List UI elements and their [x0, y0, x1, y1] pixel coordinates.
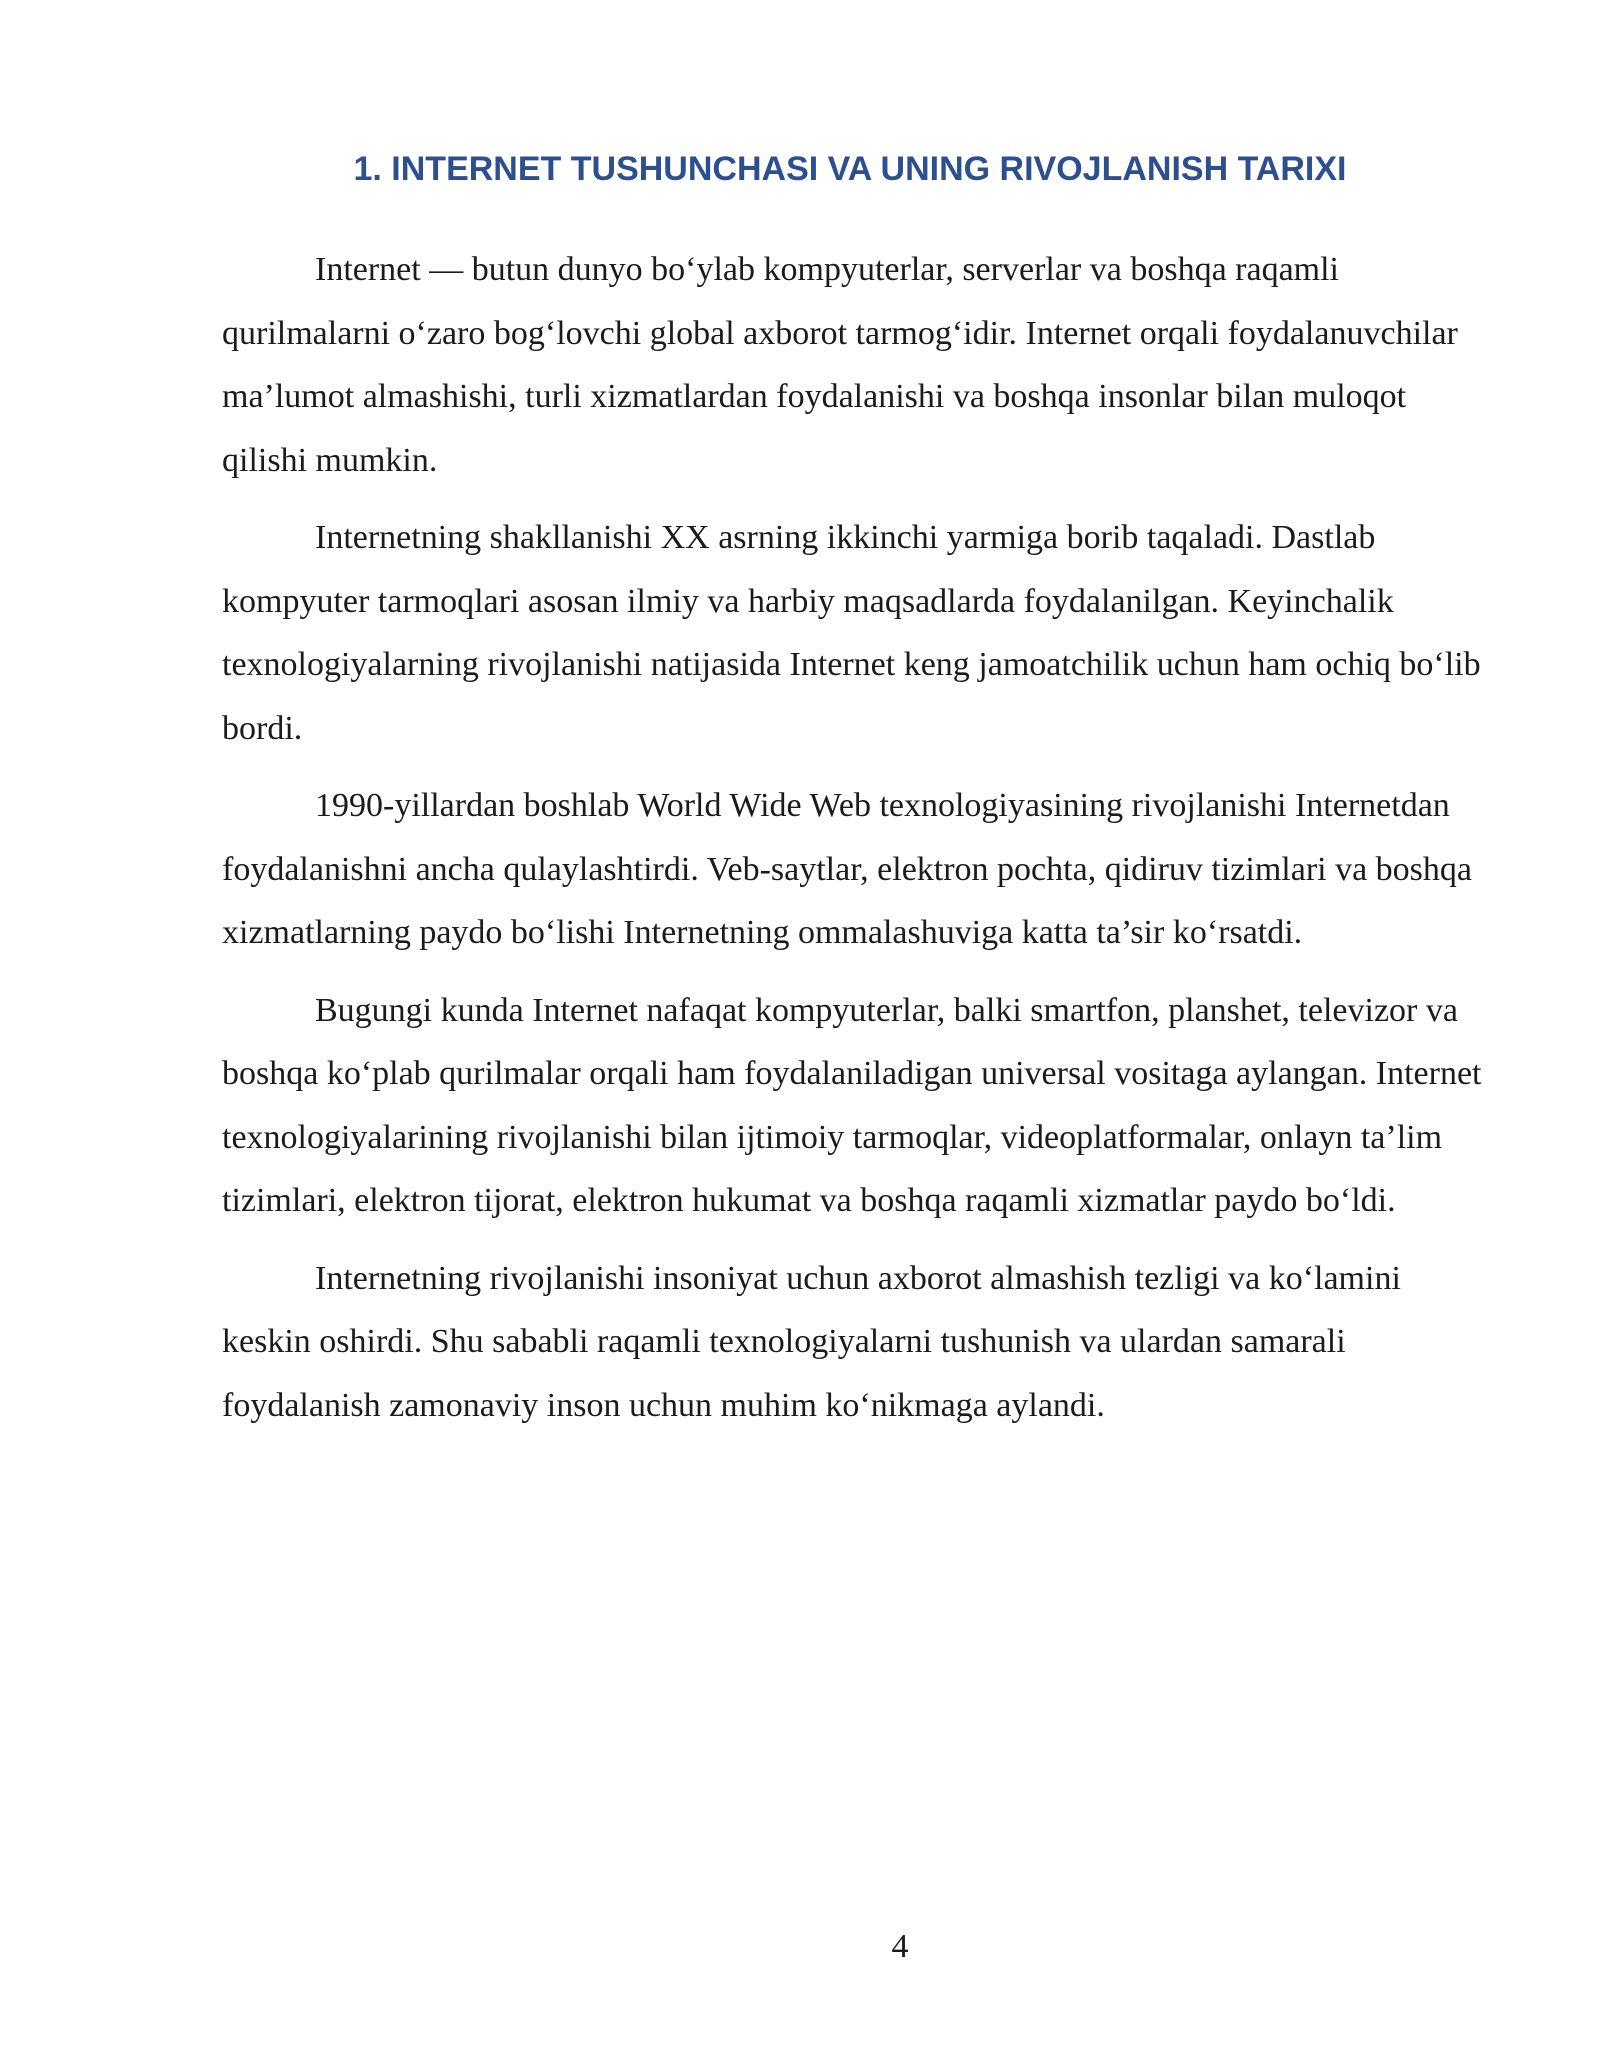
page-number: 4: [891, 1928, 909, 1965]
paragraph: Internet — butun dunyo bo‘ylab kompyuterlar, serverlar va boshqa raqamli qurilmalarni o‘zaro bog‘lovchi global axborot tarmog‘idir. Internet orqali foydalanuvchilar ma’lumot almashishi, turli xizmatlardan foydalanishi va boshqa insonlar bilan muloqot qilishi mumkin.: [222, 251, 1458, 479]
section-heading: 1. INTERNET TUSHUNCHASI VA UNING RIVOJLANISH TARIXI: [353, 150, 1347, 188]
paragraph: Internetning rivojlanishi insoniyat uchun axborot almashish tezligi va ko‘lamini keskin oshirdi. Shu sababli raqamli texnologiyalarni tushunish va ulardan samarali foydalanish zamonaviy inson uchun muhim ko‘nikmaga aylandi.: [222, 1259, 1401, 1424]
paragraph: Internetning shakllanishi XX asrning ikkinchi yarmiga borib taqaladi. Dastlab kompyuter tarmoqlari asosan ilmiy va harbiy maqsadlarda foydalanilgan. Keyinchalik texnologiyalarning rivojlanishi natijasida Internet keng jamoatchilik uchun ham ochiq bo‘lib bordi.: [222, 519, 1481, 747]
paragraph: 1990-yillardan boshlab World Wide Web texnologiyasining rivojlanishi Internetdan foydalanishni ancha qulaylashtirdi. Veb-saytlar, elektron pochta, qidiruv tizimlari va boshqa xizmatlarning paydo bo‘lishi Internetning ommalashuviga katta ta’sir ko‘rsatdi.: [222, 787, 1472, 951]
body-text: [222, 238, 1490, 1451]
paragraph: Bugungi kunda Internet nafaqat kompyuterlar, balki smartfon, planshet, televizor va boshqa ko‘plab qurilmalar orqali ham foydalaniladigan universal vositaga aylangan. Internet texnologiyalarining rivojlanishi bilan ijtimoiy tarmoqlar, videoplatformalar, onlayn ta’lim tizimlari, elektron tijorat, elektron hukumat va boshqa raqamli xizmatlar paydo bo‘ldi.: [222, 991, 1482, 1219]
